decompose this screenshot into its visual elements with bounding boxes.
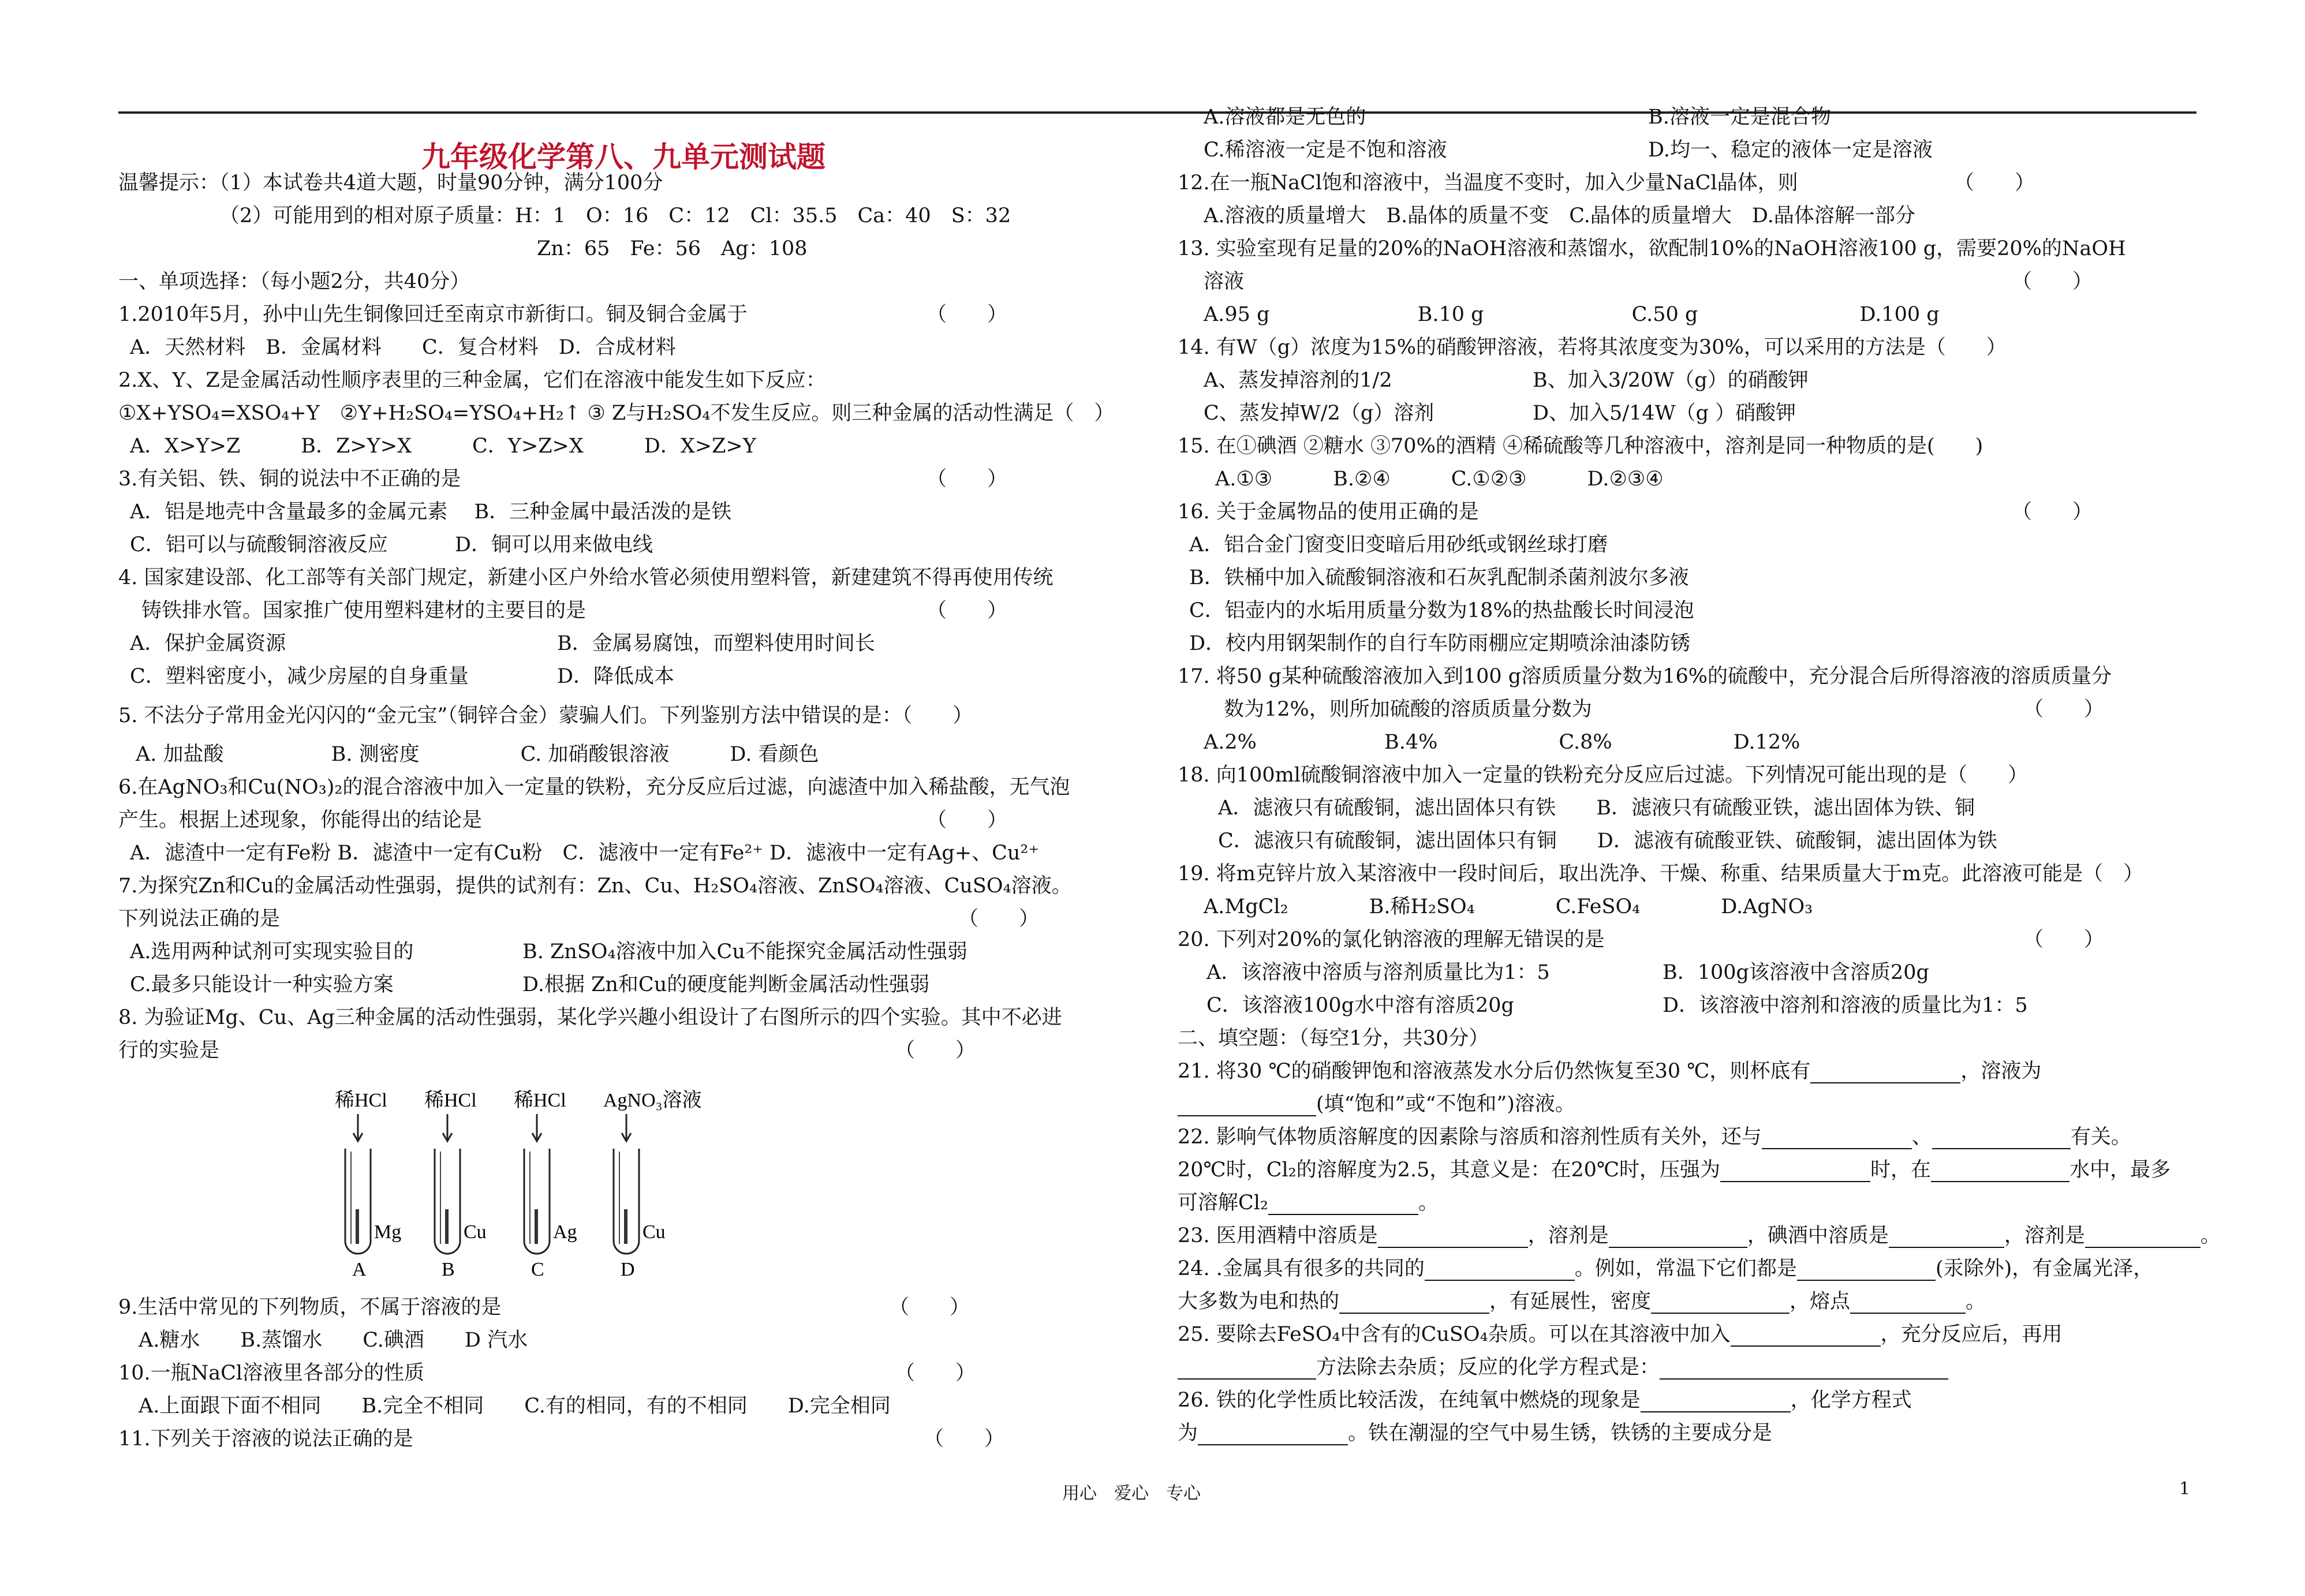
left-line: A．X>Y>Z B．Z>Y>X C．Y>Z>X D．X>Z>Y bbox=[130, 435, 756, 458]
right-line: 25. 要除去FeSO₄中含有的CuSO₄杂质。可以在其溶液中加入 ，充分反应后，再用 bbox=[1178, 1323, 2063, 1346]
left-line: 铸铁排水管。国家推广使用塑料建材的主要目的是 bbox=[141, 599, 586, 622]
left-line: A．保护金属资源 bbox=[130, 632, 286, 655]
answer-blank[interactable] bbox=[1641, 1393, 1791, 1412]
answer-parentheses[interactable]: （ ） bbox=[895, 1039, 976, 1062]
answer-blank[interactable] bbox=[1425, 1261, 1575, 1281]
answer-blank[interactable] bbox=[1931, 1163, 2069, 1182]
left-line: Zn：65 Fe：56 Ag：108 bbox=[537, 237, 808, 260]
right-line: 溶液 bbox=[1204, 270, 1245, 293]
right-line: C．该溶液100g水中溶有溶质20g bbox=[1206, 994, 1514, 1017]
left-line: A．滤渣中一定有Fe粉 B．滤渣中一定有Cu粉 C．滤液中一定有Fe²⁺ D．滤液中一定有Ag+、Cu²⁺ bbox=[130, 842, 1039, 865]
right-line: A．滤液只有硫酸铜，滤出固体只有铁 B．滤液只有硫酸亚铁，滤出固体为铁、铜 bbox=[1218, 797, 1975, 820]
metal-strip bbox=[535, 1209, 538, 1244]
answer-parentheses[interactable]: （ ） bbox=[1954, 171, 2035, 195]
answer-parentheses[interactable]: （ ） bbox=[889, 1296, 970, 1319]
answer-blank[interactable] bbox=[1609, 1228, 1747, 1248]
left-line: 3.有关铝、铁、铜的说法中不正确的是 bbox=[118, 468, 461, 491]
arrow-down-icon bbox=[353, 1114, 363, 1141]
reagent-label: 稀HCl bbox=[514, 1090, 566, 1111]
left-line: 1.2010年5月，孙中山先生铜像回迁至南京市新街口。铜及铜合金属于 bbox=[118, 303, 748, 326]
page-title: 九年级化学第八、九单元测试题 bbox=[421, 140, 825, 174]
right-line: A.①③ B.②④ C.①②③ D.②③④ bbox=[1215, 468, 1664, 491]
left-line: 9.生活中常见的下列物质，不属于溶液的是 bbox=[118, 1296, 502, 1319]
answer-blank[interactable] bbox=[1720, 1163, 1870, 1182]
arrow-down-icon bbox=[622, 1114, 631, 1141]
left-line: A.糖水 B.蒸馏水 C.碘酒 D 汽水 bbox=[139, 1329, 528, 1352]
left-line: 4. 国家建设部、化工部等有关部门规定，新建小区户外给水管必须使用塑料管，新建建筑不得再使用传统 bbox=[118, 566, 1053, 589]
left-line: 行的实验是 bbox=[118, 1039, 220, 1062]
answer-parentheses[interactable]: （ ） bbox=[2012, 270, 2093, 293]
right-line: B．铁桶中加入硫酸铜溶液和石灰乳配制杀菌剂波尔多液 bbox=[1189, 566, 1689, 589]
left-line: D．降低成本 bbox=[557, 665, 675, 688]
answer-parentheses[interactable]: （ ） bbox=[2023, 928, 2105, 951]
tube-letter: B bbox=[442, 1259, 455, 1279]
answer-parentheses[interactable]: （ ） bbox=[895, 1362, 976, 1385]
right-line: A.2% B.4% C.8% D.12% bbox=[1204, 731, 1800, 754]
left-line: B. ZnSO₄溶液中加入Cu不能探究金属活动性强弱 bbox=[522, 940, 967, 963]
answer-blank[interactable] bbox=[1850, 1294, 1966, 1314]
right-line: 22. 影响气体物质溶解度的因素除与溶质和溶剂性质有关外，还与 、 有关。 bbox=[1178, 1126, 2131, 1149]
left-line: A．铝是地壳中含量最多的金属元素 B．三种金属中最活泼的是铁 bbox=[130, 500, 732, 524]
answer-blank[interactable] bbox=[1889, 1228, 2004, 1248]
left-line: 8. 为验证Mg、Cu、Ag三种金属的活动性强弱，某化学兴趣小组设计了右图所示的四个实验。其中不必进 bbox=[118, 1006, 1062, 1029]
left-line: 6.在AgNO₃和Cu(NO₃)₂的混合溶液中加入一定量的铁粉，充分反应后过滤，向滤渣中加入稀盐酸，无气泡 bbox=[118, 776, 1070, 799]
answer-blank[interactable] bbox=[1178, 1097, 1316, 1116]
right-line: D．校内用钢架制作的自行车防雨棚应定期喷涂油漆防锈 bbox=[1189, 632, 1691, 655]
answer-parentheses[interactable]: （ ） bbox=[2012, 500, 2093, 524]
right-line: C．铝壶内的水垢用质量分数为18%的热盐酸长时间浸泡 bbox=[1189, 599, 1694, 622]
right-line: A.溶液都是无色的 bbox=[1204, 106, 1366, 129]
left-line: 7.为探究Zn和Cu的金属活动性强弱，提供的试剂有：Zn、Cu、H₂SO₄溶液、ZnSO₄溶液、CuSO₄溶液。 bbox=[118, 874, 1072, 898]
right-line: 为 。铁在潮湿的空气中易生锈，铁锈的主要成分是 bbox=[1178, 1422, 1773, 1445]
right-line: A.MgCl₂ B.稀H₂SO₄ C.FeSO₄ D.AgNO₃ bbox=[1204, 895, 1813, 918]
answer-blank[interactable] bbox=[1731, 1327, 1881, 1347]
right-line: 17. 将50 g某种硫酸溶液加入到100 g溶质质量分数为16%的硫酸中，充分混合后所得溶液的溶质质量分 bbox=[1178, 665, 2112, 688]
metal-strip bbox=[445, 1209, 449, 1244]
left-line: 2.X、Y、Z是金属活动性顺序表里的三种金属，它们在溶液中能发生如下反应： bbox=[118, 369, 826, 392]
right-line: C、蒸发掉W/2（g）溶剂 bbox=[1204, 402, 1434, 425]
tube-letter: D bbox=[621, 1259, 635, 1279]
right-line: 18. 向100ml硫酸铜溶液中加入一定量的铁粉充分反应后过滤。下列情况可能出现的是（ ） bbox=[1178, 764, 2028, 787]
footer-motto: 用心 爱心 专心 bbox=[1062, 1483, 1201, 1504]
left-line: B．金属易腐蚀，而塑料使用时间长 bbox=[557, 632, 875, 655]
right-line: B.溶液一定是混合物 bbox=[1648, 106, 1831, 129]
answer-blank[interactable] bbox=[1797, 1261, 1936, 1281]
right-line: 12.在一瓶NaCl饱和溶液中，当温度不变时，加入少量NaCl晶体，则 bbox=[1178, 171, 1798, 195]
left-line: A.上面跟下面不相同 B.完全不相同 C.有的相同，有的不相同 D.完全相同 bbox=[139, 1395, 891, 1418]
right-line: B．100g该溶液中含溶质20g bbox=[1663, 961, 1929, 984]
metal-strip bbox=[356, 1209, 359, 1244]
right-line: C．滤液只有硫酸铜，滤出固体只有铜 D．滤液有硫酸亚铁、硫酸铜，滤出固体为铁 bbox=[1218, 829, 1997, 853]
left-line: 11.下列关于溶液的说法正确的是 bbox=[118, 1427, 413, 1451]
right-line: 数为12%，则所加硫酸的溶质质量分数为 bbox=[1224, 698, 1592, 721]
left-line: C.最多只能设计一种实验方案 bbox=[130, 973, 394, 996]
metal-label: Cu bbox=[642, 1221, 666, 1243]
right-line: A．该溶液中溶质与溶剂质量比为1：5 bbox=[1206, 961, 1550, 984]
metal-label: Ag bbox=[553, 1221, 577, 1243]
answer-blank[interactable] bbox=[1268, 1195, 1418, 1215]
answer-parentheses[interactable]: （ ） bbox=[927, 468, 1008, 491]
left-line: 产生。根据上述现象，你能得出的结论是 bbox=[118, 809, 483, 832]
page-number: 1 bbox=[2179, 1479, 2191, 1499]
answer-blank[interactable] bbox=[1651, 1294, 1790, 1314]
right-line: 19. 将m克锌片放入某溶液中一段时间后，取出洗净、干燥、称重、结果质量大于m克。此溶液可能是（ ） bbox=[1178, 862, 2144, 885]
answer-parentheses[interactable]: （ ） bbox=[924, 1427, 1005, 1451]
left-line: （2）可能用到的相对原子质量：H：1 O：16 C：12 Cl：35.5 Ca：40 S：32 bbox=[219, 204, 1011, 227]
right-line: 13. 实验室现有足量的20%的NaOH溶液和蒸馏水，欲配制10%的NaOH溶液100 g，需要20%的NaOH bbox=[1178, 237, 2126, 260]
answer-blank[interactable] bbox=[1378, 1228, 1528, 1248]
answer-blank[interactable] bbox=[1178, 1360, 1316, 1380]
answer-blank[interactable] bbox=[1660, 1360, 1948, 1380]
right-line: D．该溶液中溶剂和溶液的质量比为1：5 bbox=[1663, 994, 2028, 1017]
answer-parentheses[interactable]: （ ） bbox=[927, 303, 1008, 326]
left-line: 温馨提示：（1）本试卷共4道大题，时量90分钟，满分100分 bbox=[118, 171, 663, 195]
left-line: D.根据 Zn和Cu的硬度能判断金属活动性强弱 bbox=[522, 973, 930, 996]
answer-blank[interactable] bbox=[1810, 1064, 1960, 1083]
right-line: 20℃时，Cl₂的溶解度为2.5，其意义是：在20℃时，压强为 时，在 水中，最多 bbox=[1178, 1158, 2171, 1182]
right-line: (填“饱和”或“不饱和”)溶液。 bbox=[1178, 1092, 1575, 1116]
right-line: C.稀溶液一定是不饱和溶液 bbox=[1204, 139, 1447, 162]
right-line: 可溶解Cl₂ 。 bbox=[1178, 1191, 1439, 1214]
right-line: 15. 在①碘酒 ②糖水 ③70%的酒精 ④稀硫酸等几种溶液中，溶剂是同一种物质的是( ) bbox=[1178, 435, 1983, 458]
right-line: 23. 医用酒精中溶质是 ，溶剂是 ，碘酒中溶质是 ，溶剂是 。 bbox=[1178, 1224, 2221, 1247]
right-line: A.溶液的质量增大 B.晶体的质量不变 C.晶体的质量增大 D.晶体溶解一部分 bbox=[1204, 204, 1915, 227]
answer-parentheses[interactable]: （ ） bbox=[927, 599, 1008, 622]
right-line: 24. .金属具有很多的共同的 。例如，常温下它们都是 (汞除外)，有金属光泽， bbox=[1178, 1257, 2154, 1280]
reagent-label: 稀HCl bbox=[335, 1090, 387, 1111]
answer-parentheses[interactable]: （ ） bbox=[2023, 698, 2105, 721]
right-line: 14. 有W（g）浓度为15%的硝酸钾溶液，若将其浓度变为30%，可以采用的方法是（ ） bbox=[1178, 336, 2007, 359]
right-line: 20. 下列对20%的氯化钠溶液的理解无错误的是 bbox=[1178, 928, 1605, 951]
answer-blank[interactable] bbox=[2085, 1228, 2201, 1248]
left-line: 下列说法正确的是 bbox=[118, 907, 281, 930]
test-tube-figure bbox=[323, 1088, 739, 1279]
right-line: D.均一、稳定的液体一定是溶液 bbox=[1648, 139, 1933, 162]
right-line: 26. 铁的化学性质比较活泼，在纯氧中燃烧的现象是 ，化学方程式 bbox=[1178, 1389, 1912, 1412]
answer-parentheses[interactable]: （ ） bbox=[958, 907, 1040, 930]
reagent-label: 稀HCl bbox=[424, 1090, 477, 1111]
right-line: A.95 g B.10 g C.50 g D.100 g bbox=[1204, 303, 1940, 326]
arrow-down-icon bbox=[443, 1114, 452, 1141]
left-line: A.选用两种试剂可实现实验目的 bbox=[130, 940, 414, 963]
left-line: ①X+YSO₄=XSO₄+Y ②Y+H₂SO₄=YSO₄+H₂↑ ③ Z与H₂SO₄不发生反应。则三种金属的活动性满足（ ） bbox=[118, 402, 1115, 425]
right-line: 二、填空题：（每空1分，共30分） bbox=[1178, 1027, 1489, 1050]
reagent-label: AgNO₃溶液 bbox=[603, 1090, 702, 1111]
left-line: A．天然材料 B．金属材料 C．复合材料 D．合成材料 bbox=[130, 336, 676, 359]
right-line: 方法除去杂质；反应的化学方程式是： bbox=[1178, 1355, 1948, 1380]
right-line: D、加入5/14W（g ）硝酸钾 bbox=[1533, 402, 1796, 425]
right-line: A、蒸发掉溶剂的1/2 bbox=[1204, 369, 1392, 392]
right-line: B、加入3/20W（g）的硝酸钾 bbox=[1533, 369, 1809, 392]
tube-letter: C bbox=[531, 1259, 544, 1279]
left-line: 5. 不法分子常用金光闪闪的“金元宝”（铜锌合金）蒙骗人们。下列鉴别方法中错误的是：（ ） bbox=[118, 704, 973, 727]
metal-strip bbox=[624, 1209, 627, 1244]
tube-letter: A bbox=[352, 1259, 367, 1279]
arrow-down-icon bbox=[532, 1114, 541, 1141]
answer-blank[interactable] bbox=[1932, 1130, 2071, 1149]
answer-blank[interactable] bbox=[1762, 1130, 1912, 1149]
header-rule bbox=[118, 111, 2196, 114]
right-line: A．铝合金门窗变旧变暗后用砂纸或钢丝球打磨 bbox=[1189, 533, 1608, 556]
left-line: C．铝可以与硫酸铜溶液反应 D．铜可以用来做电线 bbox=[130, 533, 653, 556]
answer-blank[interactable] bbox=[1339, 1294, 1489, 1314]
right-line: 16. 关于金属物品的使用正确的是 bbox=[1178, 500, 1479, 524]
metal-label: Mg bbox=[374, 1221, 402, 1243]
right-line: 21. 将30 ℃的硝酸钾饱和溶液蒸发水分后仍然恢复至30 ℃，则杯底有 ，溶液为 bbox=[1178, 1060, 2042, 1083]
answer-blank[interactable] bbox=[1198, 1426, 1348, 1445]
answer-parentheses[interactable]: （ ） bbox=[927, 809, 1008, 832]
left-line: A. 加盐酸 B. 测密度 C. 加硝酸银溶液 D. 看颜色 bbox=[136, 743, 819, 766]
metal-label: Cu bbox=[464, 1221, 487, 1243]
right-line: 大多数为电和热的 ，有延展性，密度 ，熔点 。 bbox=[1178, 1290, 1986, 1313]
left-line: 一、单项选择：（每小题2分，共40分） bbox=[118, 270, 470, 293]
left-line: C．塑料密度小，减少房屋的自身重量 bbox=[130, 665, 469, 688]
left-line: 10.一瓶NaCl溶液里各部分的性质 bbox=[118, 1362, 425, 1385]
